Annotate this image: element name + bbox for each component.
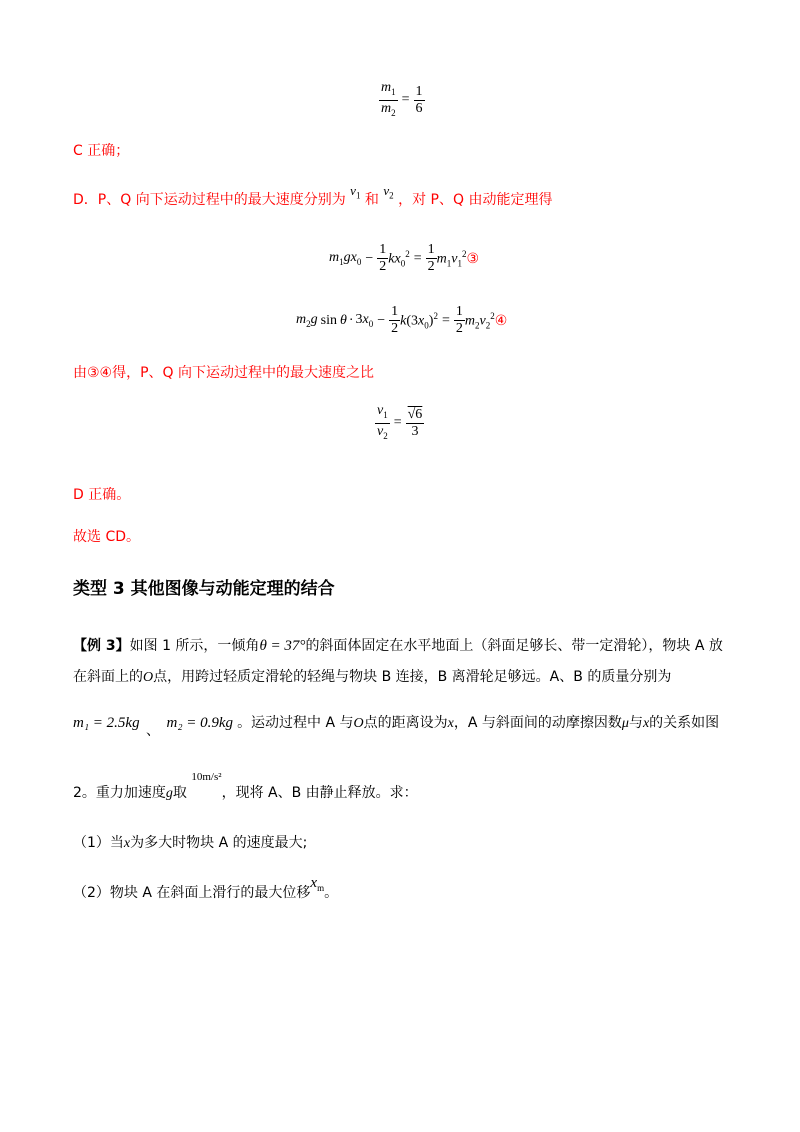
energy-equation-q: $m_2g$ sin θ · $3x_0$ − $\frac{1}{2}$ $k(3x_0)^2$ = $\frac{1}{2}$ $m_2v_2^2$ ④ bbox=[296, 304, 508, 336]
v1-symbol: $v_1$ bbox=[350, 183, 361, 201]
speed-fraction: $\frac{v_1}{v_2}$ bbox=[377, 403, 388, 441]
example-line-1: 【例 3】如图 1 所示，一倾角θ = 37°的斜面体固定在水平地面上（斜面足够长、带一定滑轮），物块 A 放 bbox=[73, 638, 723, 654]
value-fraction: $\frac{1}{6}$ bbox=[415, 83, 423, 116]
example-line-2: 在斜面上的O点，用跨过轻质定滑轮的轻绳与物块 B 连接，B 离滑轮足够远。A、B 的质量分别为 bbox=[73, 669, 672, 685]
speed-ratio-equation: $\frac{v_1}{v_2}$ = $\frac{√6}{3}$ bbox=[375, 403, 424, 444]
line-d: D．P、Q 向下运动过程中的最大速度分别为 $v_1$ 和 $v_2$ ，对 P、Q 由动能定理得 bbox=[73, 183, 553, 208]
energy-equation-p: $m_1gx_0$ − $\frac{1}{2}$ $kx_0^2$ = $\frac{1}{2}$ $m_1v_1^2$ ③ bbox=[329, 242, 479, 274]
example-line-3: m₁ = 2.5kg 、 m₂ = 0.9kg 。运动过程中 A 与O点的距离设为x，A 与斜面间的动摩擦因数μ与x的关系如图 bbox=[73, 715, 720, 739]
d-correct-text: D 正确。 bbox=[73, 487, 131, 503]
mass-ratio-equation: $\frac{m_1}{m_2}$ = $\frac{1}{6}$ bbox=[379, 80, 425, 121]
answer-choice-text: 故选 CD。 bbox=[73, 529, 141, 545]
question-1: （1）当x为多大时物块 A 的速度最大; bbox=[73, 835, 308, 851]
sqrt-fraction: $\frac{√6}{3}$ bbox=[407, 406, 423, 439]
mass-fraction: $\frac{m_1}{m_2}$ bbox=[381, 80, 396, 118]
question-2: （2）物块 A 在斜面上滑行的最大位移$x_m$。 bbox=[73, 875, 339, 901]
section-heading: 类型 3 其他图像与动能定理的结合 bbox=[73, 579, 335, 599]
c-correct-text: C 正确； bbox=[73, 143, 130, 159]
equation-label-4: ④ bbox=[494, 312, 508, 329]
v2-symbol: $v_2$ bbox=[383, 183, 394, 201]
equation-label-3: ③ bbox=[466, 250, 479, 267]
example-line-4: 2。重力加速度g取 $^{10m/s^2}$，现将 A、B 由静止释放。求： bbox=[73, 771, 418, 801]
example-tag: 【例 3】 bbox=[73, 638, 130, 654]
ratio-intro-text: 由③④得，P、Q 向下运动过程中的最大速度之比 bbox=[73, 365, 375, 381]
